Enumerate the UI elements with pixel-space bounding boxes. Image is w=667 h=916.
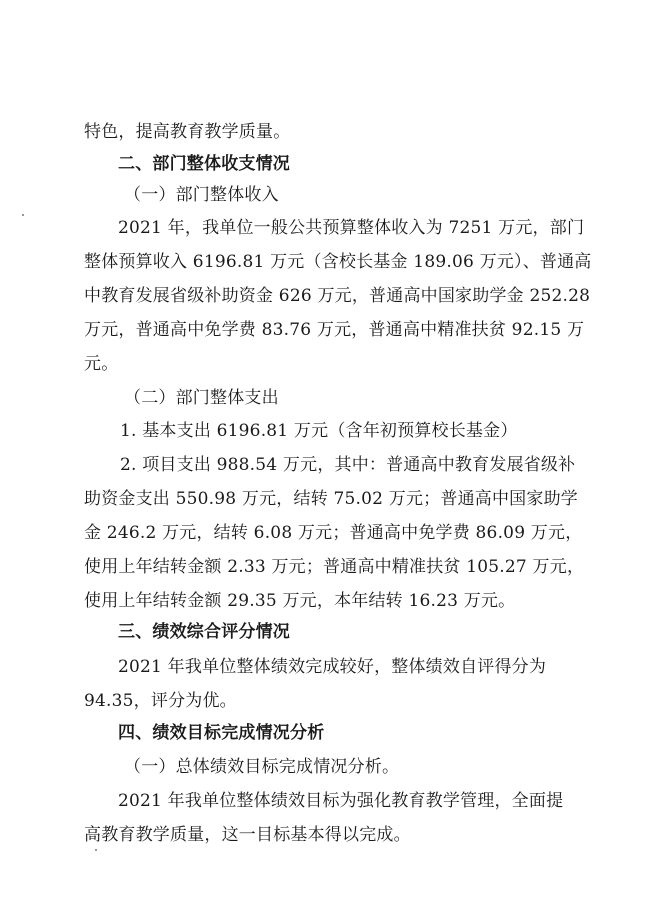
subsection-heading: （一）部门整体收入	[124, 185, 279, 205]
body-line: 金 246.2 万元，结转 6.08 万元；普通高中免学费 86.09 万元，	[84, 523, 583, 543]
body-line: 2021 年我单位整体绩效目标为强化教育教学管理，全面提	[118, 791, 564, 811]
body-line: 中教育发展省级补助资金 626 万元，普通高中国家助学金 252.28	[84, 286, 591, 306]
body-line: 元。	[84, 354, 119, 374]
body-line: 整体预算收入 6196.81 万元（含校长基金 189.06 万元）、普通高	[84, 252, 592, 272]
body-line: 助资金支出 550.98 万元，结转 75.02 万元；普通高中国家助学	[84, 489, 578, 509]
body-line: 特色，提高教育教学质量。	[84, 122, 291, 142]
body-line: 高教育教学质量，这一目标基本得以完成。	[84, 825, 411, 845]
section-heading: 三、绩效综合评分情况	[118, 622, 290, 642]
body-line: 使用上年结转金额 29.35 万元，本年结转 16.23 万元。	[84, 591, 516, 611]
scan-speck	[95, 849, 97, 851]
body-line: 2. 项目支出 988.54 万元，其中：普通高中教育发展省级补	[120, 455, 576, 475]
subsection-heading: （一）总体绩效目标完成情况分析。	[124, 757, 400, 777]
body-line: 2021 年，我单位一般公共预算整体收入为 7251 万元，部门	[118, 218, 585, 238]
body-line: 1. 基本支出 6196.81 万元（含年初预算校长基金）	[120, 421, 518, 441]
section-heading: 二、部门整体收支情况	[118, 154, 290, 174]
body-line: 使用上年结转金额 2.33 万元；普通高中精准扶贫 105.27 万元，	[84, 557, 585, 577]
body-line: 万元，普通高中免学费 83.76 万元，普通高中精准扶贫 92.15 万	[84, 320, 585, 340]
subsection-heading: （二）部门整体支出	[124, 388, 279, 408]
body-line: 94.35，评分为优。	[84, 691, 237, 711]
scan-speck	[22, 214, 24, 216]
section-heading: 四、绩效目标完成情况分析	[118, 723, 325, 743]
body-line: 2021 年我单位整体绩效完成较好，整体绩效自评得分为	[118, 657, 547, 677]
